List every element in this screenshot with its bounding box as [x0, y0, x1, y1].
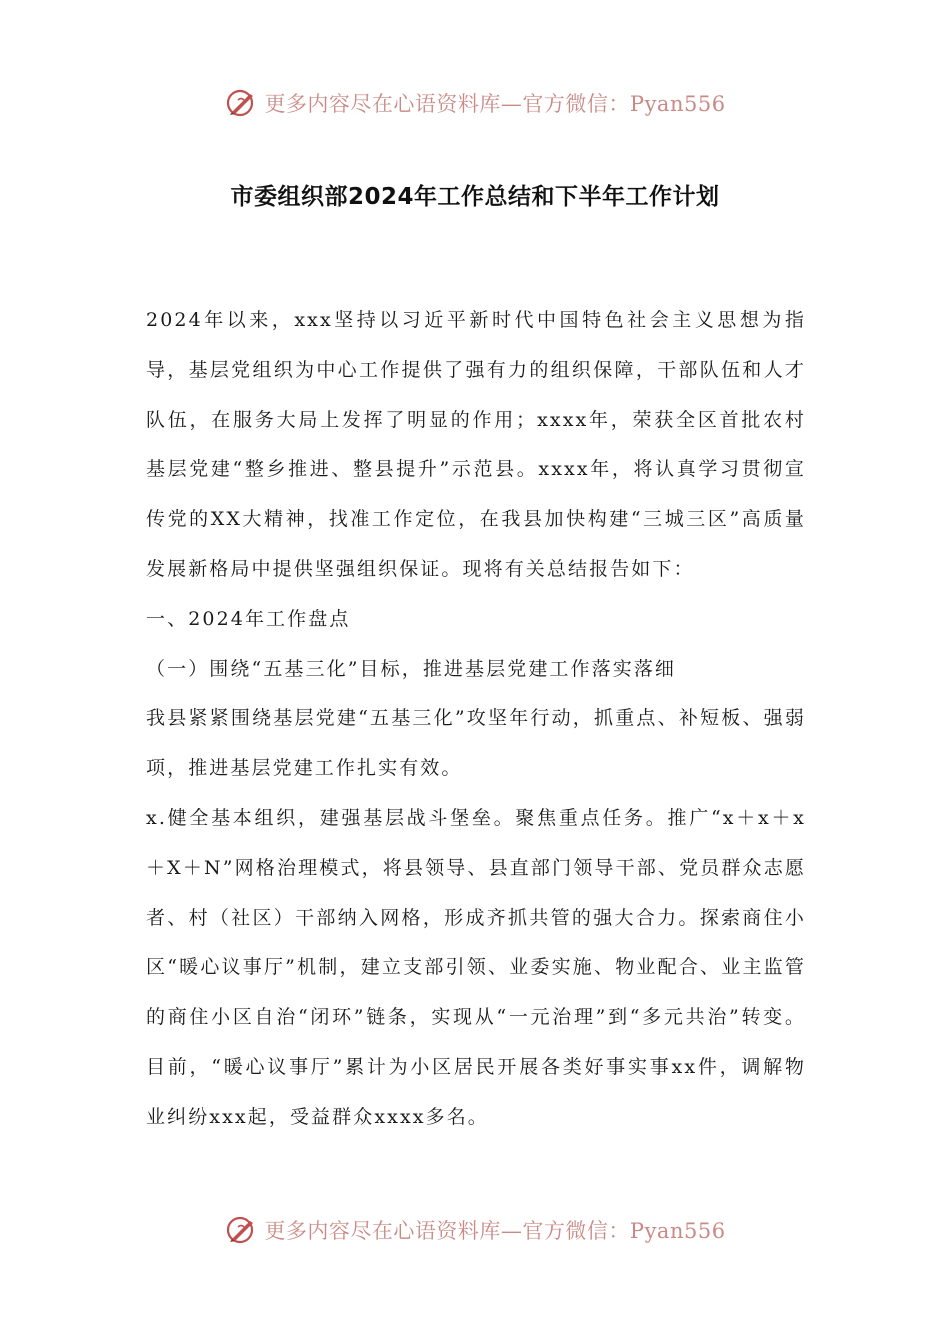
- section-heading: 一、2024年工作盘点: [146, 607, 351, 630]
- subsection-heading: （一）围绕“五基三化”目标，推进基层党建工作落实落细: [146, 657, 677, 680]
- footer-banner-text: 更多内容尽在心语资料库—官方微信：Pyan556: [264, 1219, 726, 1243]
- header-watermark-banner: [0, 83, 950, 123]
- header-banner-text: 更多内容尽在心语资料库—官方微信：Pyan556: [264, 92, 726, 116]
- footer-watermark-banner: [0, 1210, 950, 1250]
- pen-circle-logo-icon: [224, 1213, 258, 1247]
- subsection-paragraph: 我县紧紧围绕基层党建“五基三化”攻坚年行动，抓重点、补短板、强弱项，推进基层党建工作扎实有效。: [146, 707, 806, 780]
- document-body: [146, 296, 806, 1143]
- pen-circle-logo-icon: [224, 86, 258, 120]
- intro-paragraph: 2024年以来，xxx坚持以习近平新时代中国特色社会主义思想为指导，基层党组织为中心工作提供了强有力的组织保障，干部队伍和人才队伍，在服务大局上发挥了明显的作用；xxxx年，荣获全区首批农村基层党建“整乡推进、整县提升”示范县。xxxx年，将认真学习贯彻宣传党的XX大精神，找准工作定位，在我县加快构建“三城三区”高质量发展新格局中提供坚强组织保证。现将有关总结报告如下：: [146, 309, 806, 580]
- document-title: 市委组织部2024年工作总结和下半年工作计划: [230, 184, 720, 210]
- item-paragraph: x.健全基本组织，建强基层战斗堡垒。聚焦重点任务。推广“x＋x＋x＋X＋N”网格治理模式，将县领导、县直部门领导干部、党员群众志愿者、村（社区）干部纳入网格，形成齐抓共管的强大合力。探索商住小区“暖心议事厅”机制，建立支部引领、业委实施、物业配合、业主监管的商住小区自治“闭环”链条，实现从“一元治理”到“多元共治”转变。目前，“暖心议事厅”累计为小区居民开展各类好事实事xx件，调解物业纠纷xxx起，受益群众xxxx多名。: [146, 806, 806, 1128]
